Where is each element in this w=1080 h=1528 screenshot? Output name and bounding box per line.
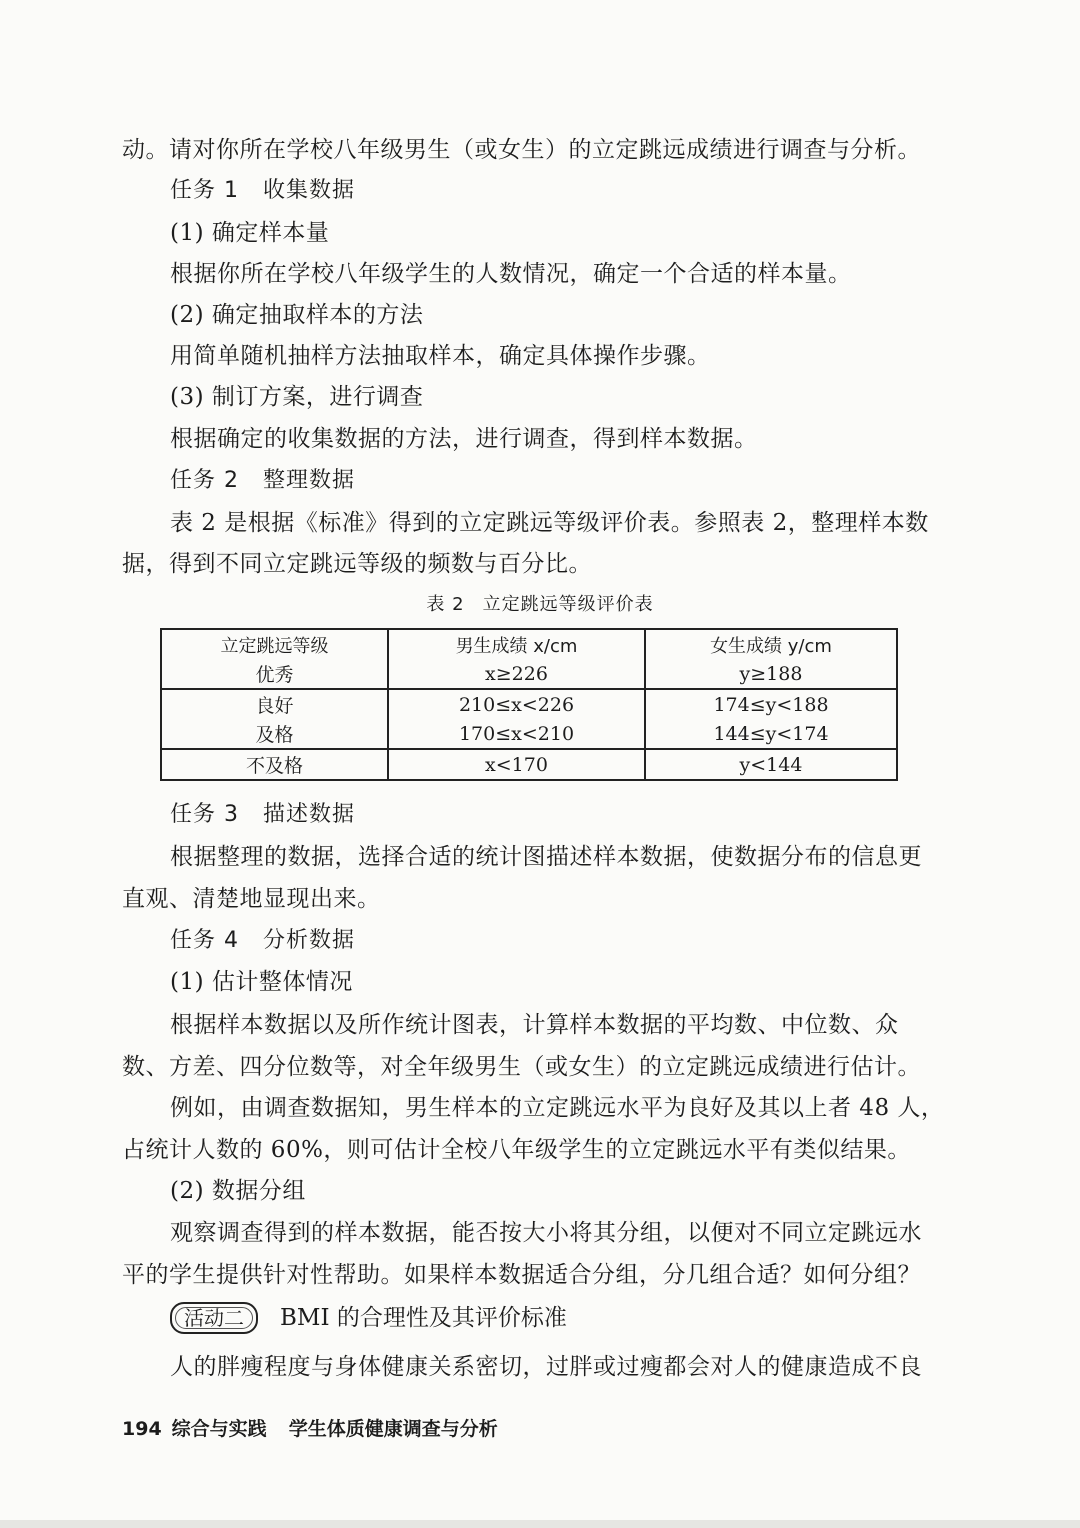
table-cell: 144≤y<174 <box>645 719 897 749</box>
table-cell: 170≤x<210 <box>388 719 645 749</box>
subsection-heading: (1) 估计整体情况 <box>170 969 353 995</box>
paragraph-line: 观察调查得到的样本数据，能否按大小将其分组，以便对不同立定跳远水 <box>170 1220 922 1246</box>
paragraph-line: 占统计人数的 60%，则可估计全校八年级学生的立定跳远水平有类似结果。 <box>122 1137 911 1163</box>
table-cell: 优秀 <box>161 659 388 689</box>
table-row <box>161 719 897 749</box>
scan-edge <box>0 1520 1080 1528</box>
table-header-cell: 立定跳远等级 <box>161 629 388 659</box>
task-title: 分析数据 <box>263 928 356 953</box>
table-header-cell: 女生成绩 y/cm <box>645 629 897 659</box>
table-cell: 174≤y<188 <box>645 689 897 719</box>
task-title: 收集数据 <box>263 178 356 203</box>
table-caption-title: 立定跳远等级评价表 <box>482 594 654 615</box>
page-footer <box>122 1414 498 1441</box>
paragraph-line: 例如，由调查数据知，男生样本的立定跳远水平为良好及其以上者 48 人， <box>170 1095 945 1121</box>
table-caption-number: 表 2 <box>426 594 465 615</box>
paragraph-line: 根据样本数据以及所作统计图表，计算样本数据的平均数、中位数、众 <box>170 1012 899 1038</box>
task-label: 任务 3 <box>170 802 239 827</box>
table-cell: 及格 <box>161 719 388 749</box>
task-label: 任务 4 <box>170 928 239 953</box>
table-cell: 不及格 <box>161 749 388 780</box>
table-cell: y<144 <box>645 749 897 780</box>
table-cell: x≥226 <box>388 659 645 689</box>
book-title: 综合与实践 <box>171 1418 267 1440</box>
table-cell: 210≤x<226 <box>388 689 645 719</box>
paragraph-line: 表 2 是根据《标准》得到的立定跳远等级评价表。参照表 2，整理样本数 <box>170 510 929 536</box>
paragraph-line: 动。请对你所在学校八年级男生（或女生）的立定跳远成绩进行调查与分析。 <box>122 137 921 163</box>
paragraph-line: 直观、清楚地显现出来。 <box>122 886 381 912</box>
paragraph-line: 人的胖瘦程度与身体健康关系密切，过胖或过瘦都会对人的健康造成不良 <box>170 1354 922 1380</box>
table-row <box>161 689 897 719</box>
task-4-heading <box>170 926 990 956</box>
paragraph-line: 根据你所在学校八年级学生的人数情况，确定一个合适的样本量。 <box>170 261 852 287</box>
paragraph-line: 根据整理的数据，选择合适的统计图描述样本数据，使数据分布的信息更 <box>170 844 922 870</box>
task-label: 任务 2 <box>170 468 239 493</box>
table-header-row <box>161 629 897 659</box>
subsection-heading: (2) 数据分组 <box>170 1178 306 1204</box>
table-cell: x<170 <box>388 749 645 780</box>
table-cell: y≥188 <box>645 659 897 689</box>
task-title: 整理数据 <box>263 468 356 493</box>
task-3-heading <box>170 800 990 830</box>
table-row <box>161 749 897 780</box>
task-2-heading <box>170 466 990 496</box>
subsection-heading: (1) 确定样本量 <box>170 220 330 246</box>
paragraph-line: 平的学生提供针对性帮助。如果样本数据适合分组，分几组合适？如何分组？ <box>122 1262 921 1288</box>
subsection-heading: (3) 制订方案，进行调查 <box>170 384 424 410</box>
standing-long-jump-grade-table <box>160 628 898 781</box>
table-caption <box>0 590 1080 616</box>
activity-tag: 活动二 <box>170 1302 258 1334</box>
task-1-heading <box>170 176 990 206</box>
activity-title: BMI 的合理性及其评价标准 <box>280 1305 567 1331</box>
table-header-cell: 男生成绩 x/cm <box>388 629 645 659</box>
table-cell: 良好 <box>161 689 388 719</box>
subsection-heading: (2) 确定抽取样本的方法 <box>170 302 424 328</box>
paragraph-line: 用简单随机抽样方法抽取样本，确定具体操作步骤。 <box>170 343 711 369</box>
table-row <box>161 659 897 689</box>
page-number: 194 <box>122 1418 162 1440</box>
section-title: 学生体质健康调查与分析 <box>288 1418 498 1440</box>
paragraph-line: 根据确定的收集数据的方法，进行调查，得到样本数据。 <box>170 426 758 452</box>
paragraph-line: 据，得到不同立定跳远等级的频数与百分比。 <box>122 551 592 577</box>
activity-heading <box>170 1302 567 1334</box>
paragraph-line: 数、方差、四分位数等，对全年级男生（或女生）的立定跳远成绩进行估计。 <box>122 1054 921 1080</box>
task-label: 任务 1 <box>170 178 239 203</box>
task-title: 描述数据 <box>263 802 356 827</box>
